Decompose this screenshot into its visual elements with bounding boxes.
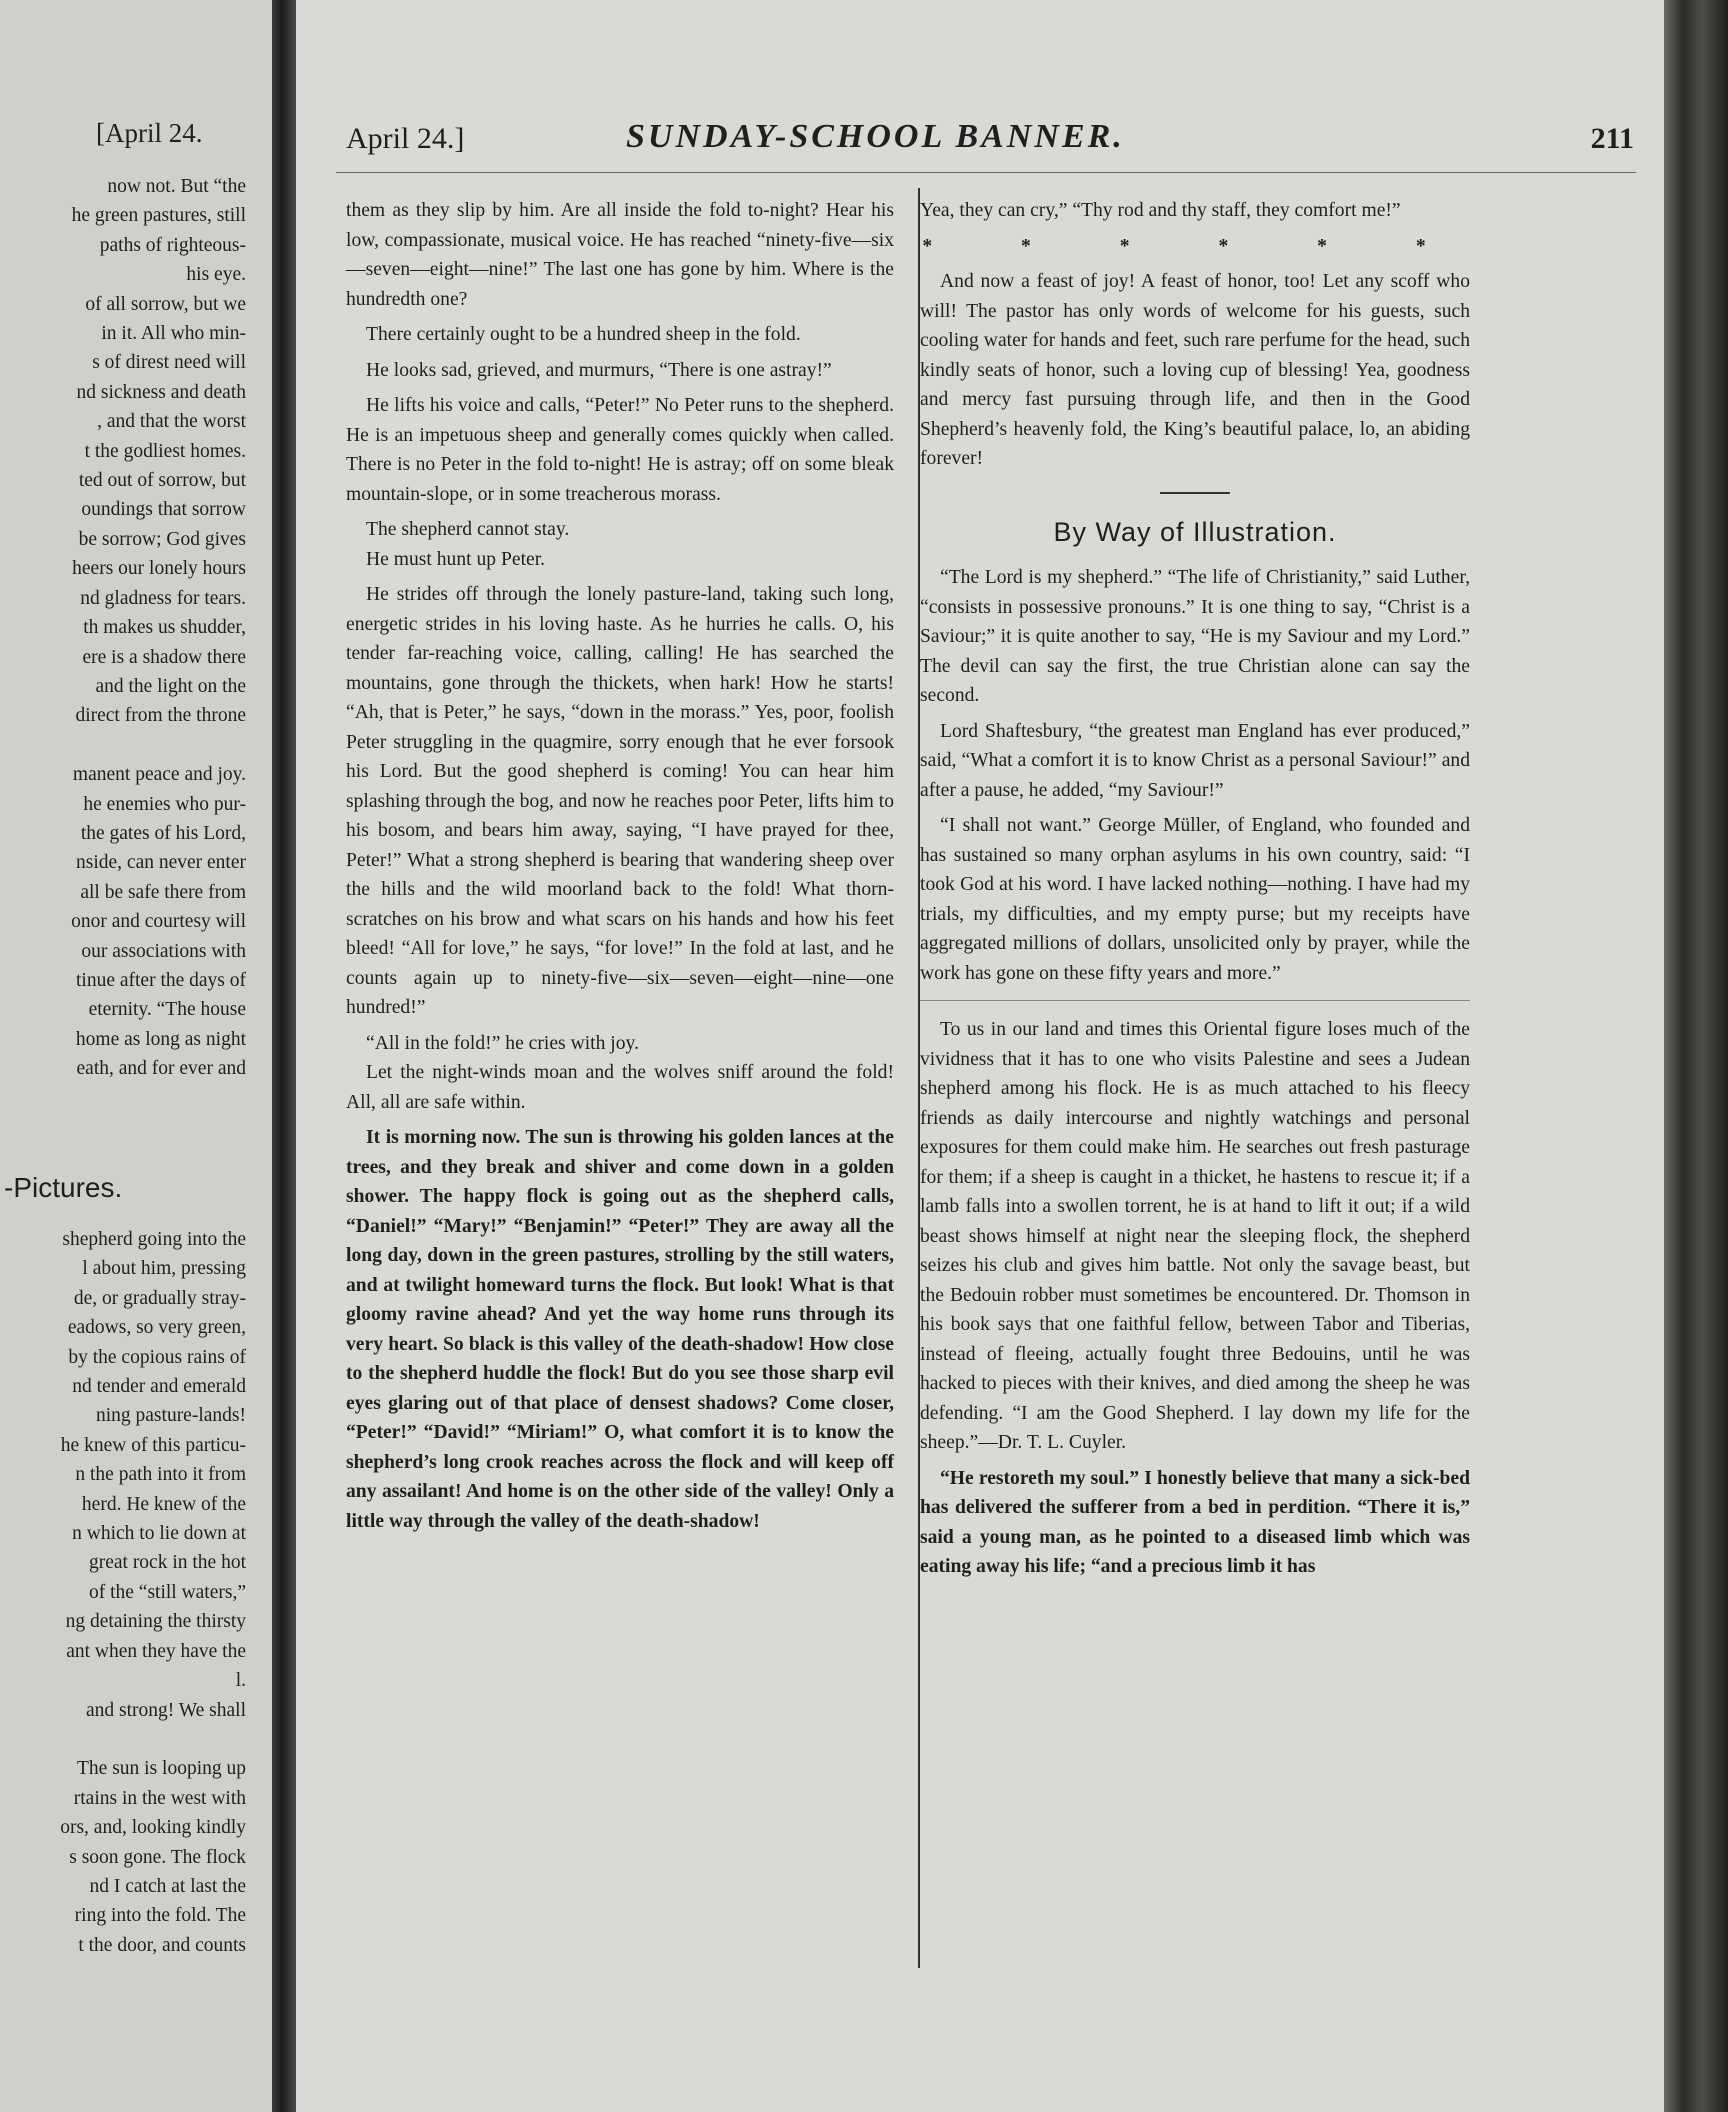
text-line: nside, can never enter bbox=[76, 852, 246, 874]
text-line: de, or gradually stray- bbox=[73, 1287, 246, 1309]
text-line: , and that the worst bbox=[97, 411, 246, 433]
header-date: April 24.] bbox=[346, 122, 465, 155]
text-line: oundings that sorrow bbox=[81, 499, 246, 521]
text-line: home as long as night bbox=[75, 1028, 246, 1050]
text-line: direct from the throne bbox=[75, 705, 246, 727]
previous-page-header: [April 24. bbox=[96, 118, 203, 148]
illustration-paragraph: To us in our land and times this Oriental figure loses much of the vividness that it has to one who visits Palestine and sees a Judean shepherd among his flock. He is as much attached to his fleecy friends as daily intercourse and nightly watchings and personal exposures for them could make him. He searches out fresh pasturage for them; if a sheep is caught in a thicket, he hastens to rescue it; if a lamb falls into a swollen torrent, he is at hand to lift it out; if a wild beast shows himself at night near the sleeping flock, the shepherd seizes his club and gives him battle. Not only the savage beast, but the Bedouin robber must sometimes be encountered. Dr. Thomson in his book says that one faithful fellow, between Tabor and Tiberias, instead of fleeing, actually fought three Bedouins, until he was hacked to pieces with their knives, and died among the sheep he was defending. “I am the Good Shepherd. I lay down my life for the sheep.”—Dr. T. L. Cuyler. bbox=[920, 1019, 1470, 1453]
text-line: eternity. “The house bbox=[88, 999, 246, 1021]
paragraph-divider bbox=[920, 1000, 1470, 1001]
paragraph: Let the night-winds moan and the wolves sniff around the fold! All, all are safe within. bbox=[346, 1062, 894, 1113]
column-right bbox=[920, 196, 1470, 1588]
page-edge bbox=[1664, 0, 1728, 2112]
paragraph: Yea, they can cry,” “Thy rod and thy staff, they comfort me!” bbox=[920, 200, 1401, 221]
text-line: by the copious rains of bbox=[68, 1346, 246, 1368]
text-line: l. bbox=[235, 1670, 246, 1692]
paragraph: “All in the fold!” he cries with joy. bbox=[366, 1032, 639, 1054]
paragraph: And now a feast of joy! A feast of honor, too! Let any scoff who will! The pastor has only words of welcome for his guests, such cooling water for hands and feet, such rare perfume for the head, such kindly seats of honor, such a loving cup of blessing! Yea, goodness and mercy fast pursuing through life, and then in the Good Shepherd’s heavenly fold, the King’s beautiful palace, lo, an abiding forever! bbox=[920, 271, 1470, 469]
text-line: ning pasture-lands! bbox=[95, 1405, 246, 1427]
text-line: of all sorrow, but we bbox=[85, 293, 246, 315]
text-line: ant when they have the bbox=[66, 1640, 246, 1662]
text-line: ere is a shadow there bbox=[82, 646, 246, 668]
section-rule bbox=[1160, 492, 1230, 494]
text-line: nd I catch at last the bbox=[89, 1875, 246, 1897]
illustration-paragraph: “The Lord is my shepherd.” “The life of Christianity,” said Luther, “consists in possessive pronouns.” It is one thing to say, “Christ is a Saviour;” it is quite another to say, “He is my Saviour and my Lord.” The devil can say the first, the true Christian alone can say the second. bbox=[920, 567, 1470, 706]
section-heading: By Way of Illustration. bbox=[1053, 516, 1337, 547]
text-line bbox=[0, 731, 246, 760]
text-line: nd gladness for tears. bbox=[80, 587, 246, 609]
illustration-paragraph: “He restoreth my soul.” I honestly believe that many a sick-bed has delivered the sufferer from a bed in perdition. “There it is,” said a young man, as he pointed to a diseased limb which was eating away his life; “and a precious limb it has bbox=[920, 1467, 1470, 1577]
text-line: nd tender and emerald bbox=[72, 1376, 246, 1398]
text-line bbox=[0, 1725, 246, 1754]
text-line: onor and courtesy will bbox=[71, 911, 246, 933]
previous-page-heading: -Pictures. bbox=[4, 1172, 123, 1203]
text-line: tinue after the days of bbox=[75, 969, 246, 991]
text-line: and strong! We shall bbox=[86, 1699, 246, 1721]
text-line: the gates of his Lord, bbox=[80, 822, 246, 844]
text-line: all be safe there from bbox=[80, 881, 246, 903]
previous-page-text bbox=[0, 172, 246, 1084]
text-line: rtains in the west with bbox=[73, 1787, 246, 1809]
text-line: eath, and for ever and bbox=[76, 1058, 246, 1080]
text-line: of the “still waters,” bbox=[88, 1581, 246, 1603]
paragraph: The shepherd cannot stay. bbox=[366, 519, 570, 540]
text-line: The sun is looping up bbox=[77, 1758, 246, 1780]
text-line: s soon gone. The flock bbox=[69, 1846, 246, 1868]
illustration-paragraph: “I shall not want.” George Müller, of England, who founded and has sustained so many orphan asylums in his own country, said: “I took God at his word. I have lacked nothing—nothing. I have had my trials, my difficulties, and my empty purse; but my receipts have aggregated millions of dollars, unsolicited only by prayer, while the work has gone on these fifty years and more.” bbox=[920, 815, 1470, 984]
illustration-paragraph: Lord Shaftesbury, “the greatest man England has ever produced,” said, “What a comfort it is to know Christ as a personal Saviour!” and after a pause, he added, “my Saviour!” bbox=[920, 720, 1470, 801]
section-break-stars: * * * * * * bbox=[922, 235, 1468, 257]
text-line: t the door, and counts bbox=[78, 1934, 246, 1956]
text-line: eadows, so very green, bbox=[67, 1317, 246, 1339]
text-line: manent peace and joy. bbox=[72, 764, 246, 786]
text-line: our associations with bbox=[81, 940, 246, 962]
paragraph: He must hunt up Peter. bbox=[366, 548, 546, 570]
paragraph: It is morning now. The sun is throwing his golden lances at the trees, and they break and shiver and come down in a golden shower. The happy flock is going out as the shepherd calls, “Daniel!” “Mary!” “Benjamin!” “Peter!” They are away all the long day, down in the green pastures, strolling by the still waters, and at twilight homeward turns the flock. But look! What is that gloomy ravine ahead? And yet the way home runs through its very heart. So black is this valley of the death-shadow! How close to the shepherd huddle the flock! But do you see those sharp evil eyes glaring out of that place of densest shadows? Come closer, “Peter!” “David!” “Miriam!” O, what comfort it is to know the shepherd’s long crook reaches across the flock and will keep off any assailant! And home is on the other side of the valley! Only a little way through the valley of the death-shadow! bbox=[346, 1127, 894, 1532]
text-line: n which to lie down at bbox=[72, 1523, 246, 1545]
previous-page-text-lower bbox=[0, 1225, 246, 1960]
header-rule bbox=[336, 172, 1636, 173]
paragraph: There certainly ought to be a hundred sheep in the fold. bbox=[366, 324, 801, 345]
text-line: ring into the fold. The bbox=[74, 1905, 246, 1927]
text-line: t the godliest homes. bbox=[84, 440, 246, 462]
text-line: now not. But “the bbox=[107, 176, 246, 197]
text-line: nd sickness and death bbox=[76, 381, 246, 403]
text-line: herd. He knew of the bbox=[81, 1493, 246, 1515]
previous-page-fragment bbox=[0, 0, 272, 2112]
text-line: he green pastures, still bbox=[71, 205, 246, 227]
text-line: in it. All who min- bbox=[101, 323, 246, 345]
page-211 bbox=[296, 0, 1674, 2112]
page-number: 211 bbox=[1590, 122, 1634, 155]
paragraph: He lifts his voice and calls, “Peter!” No Peter runs to the shepherd. He is an impetuous sheep and generally comes quickly when called. There is no Peter in the fold to-night! He is astray; off on some bleak mountain-slope, or in some treacherous morass. bbox=[346, 395, 894, 505]
paragraph: He strides off through the lonely pasture-land, taking such long, energetic strides in his loving haste. As he hurries he calls. O, his tender far-reaching voice, calling, calling! He has searched the mountains, gone through the thickets, when hark! How he starts! “Ah, that is Peter,” he says, “down in the morass.” Yes, poor, foolish Peter struggling in the quagmire, sorry enough that he ever forsook his Lord. But the good shepherd is coming! You can hear him splashing through the bog, and now he reaches poor Peter, lifts him to his bosom, and bears him away, saying, “I have prayed for thee, Peter!” What a strong shepherd is bearing that wandering sheep over the hills and the wild moorland back to the fold! What thorn-scratches on his brow and what scars on his hands and how his feet bleed! “All for love,” he says, “for love!” In the fold at last, and he counts again up to ninety-five—six—seven—eight—nine—one hundred!” bbox=[346, 584, 894, 1018]
column-left bbox=[346, 196, 894, 1542]
paragraph: them as they slip by him. Are all inside the fold to-night? Hear his low, compassionate, musical voice. He has reached “ninety-five—six—seven—eight—nine!” The last one has gone by him. Where is the hundredth one? bbox=[346, 200, 894, 310]
paragraph: He looks sad, grieved, and murmurs, “There is one astray!” bbox=[366, 359, 832, 381]
text-line: ted out of sorrow, but bbox=[78, 470, 246, 492]
page-title: SUNDAY-SCHOOL BANNER. bbox=[626, 118, 1125, 155]
text-line: he enemies who pur- bbox=[83, 793, 246, 815]
text-line: his eye. bbox=[186, 264, 246, 286]
text-line: shepherd going into the bbox=[62, 1229, 246, 1250]
text-line: ng detaining the thirsty bbox=[65, 1611, 246, 1633]
binding-gutter bbox=[272, 0, 296, 2112]
text-line: heers our lonely hours bbox=[72, 558, 246, 580]
text-line: s of direst need will bbox=[92, 352, 246, 374]
text-line: be sorrow; God gives bbox=[78, 528, 246, 550]
text-line: ors, and, looking kindly bbox=[60, 1817, 246, 1839]
text-line: great rock in the hot bbox=[88, 1552, 246, 1574]
text-line: l about him, pressing bbox=[82, 1258, 246, 1280]
text-line: and the light on the bbox=[95, 675, 246, 697]
text-line: paths of righteous- bbox=[99, 234, 246, 256]
text-line: he knew of this particu- bbox=[60, 1434, 246, 1456]
text-line: th makes us shudder, bbox=[83, 617, 246, 639]
text-line: n the path into it from bbox=[75, 1464, 246, 1486]
